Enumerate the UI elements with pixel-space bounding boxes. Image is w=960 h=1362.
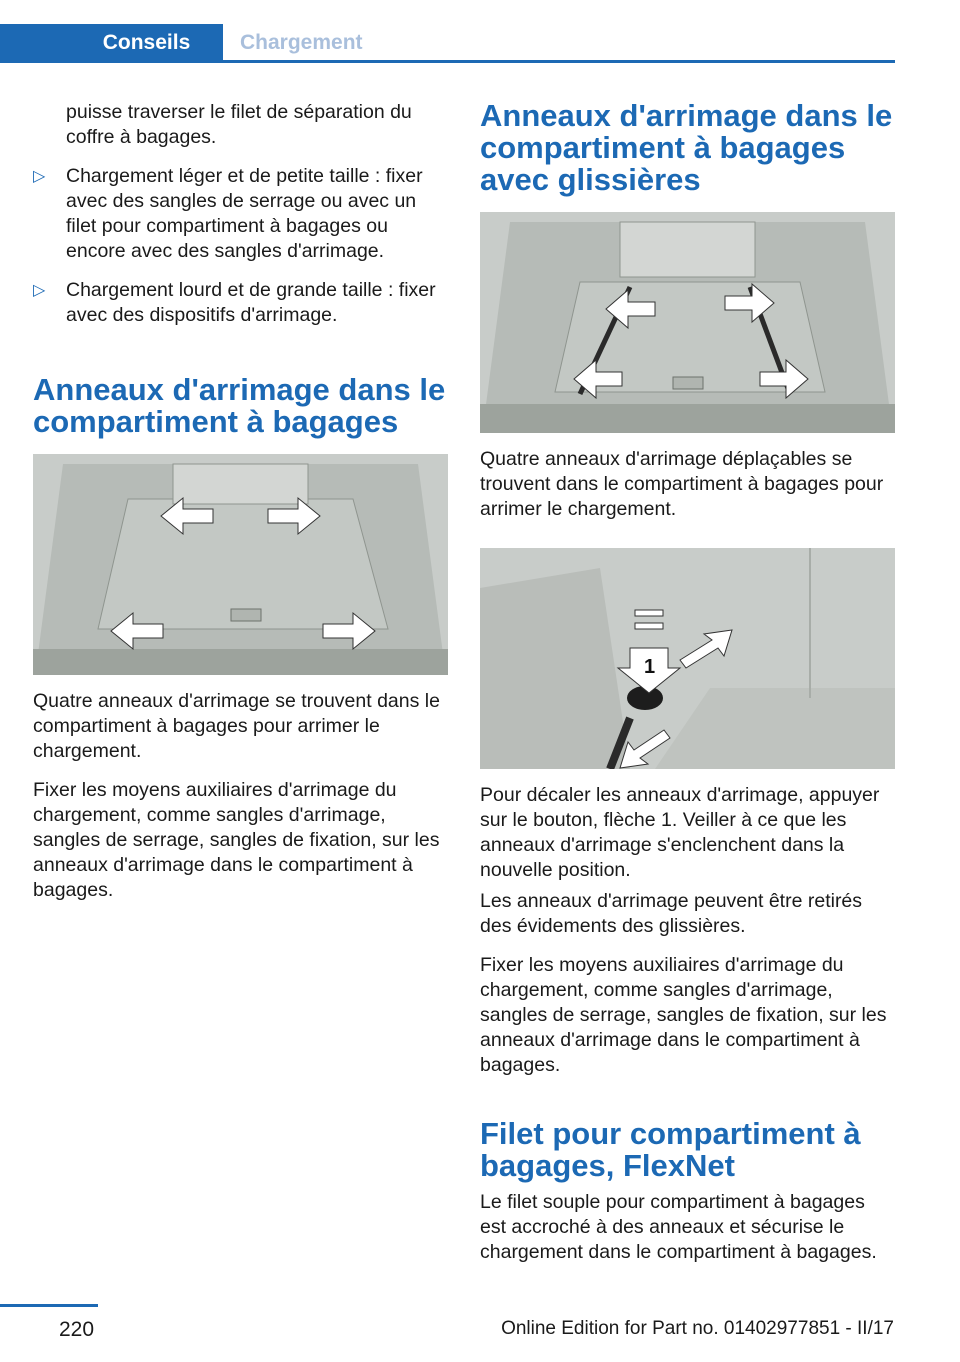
figure-callout-label: 1 [644, 656, 656, 678]
section-heading: Anneaux d'arrimage dans le compartiment à bagages avec glissières [480, 98, 893, 197]
section-heading: Filet pour compartiment à bagages, FlexNet [480, 1116, 861, 1183]
section-heading: Anneaux d'arrimage dans le compartiment à bagages [33, 372, 446, 439]
intro-text: puisse traverser le filet de séparation du coffre à bagages. [66, 101, 412, 148]
tab-chargement-label: Chargement [240, 30, 363, 54]
tab-conseils-label: Conseils [102, 30, 191, 54]
list-item-text: Chargement léger et de petite taille : fixer avec des sangles de serrage ou avec un filet pour compartiment à bagages ou encore avec des sangles d'arrimage. [66, 165, 423, 262]
right-column [480, 100, 895, 1265]
trunk-image [33, 454, 448, 675]
trunk-rails-image [480, 212, 895, 433]
left-column [33, 100, 448, 903]
edition-info: Online Edition for Part no. 01402977851 - II/17 [501, 1318, 894, 1339]
body-paragraph: Pour décaler les anneaux d'arrimage, appuyer sur le bouton, flèche 1. Veiller à ce que les anneaux d'arrimage s'enclenchent dans la nouvelle position. [480, 784, 880, 881]
footer-divider [0, 1304, 98, 1307]
body-paragraph: Fixer les moyens auxiliaires d'arrimage du chargement, comme sangles d'arrimage, sangles de serrage, sangles de fixation, sur les anneaux d'arrimage dans le compartiment à bagages. [480, 954, 887, 1076]
list-item [33, 278, 448, 328]
body-paragraph: Fixer les moyens auxiliaires d'arrimage du chargement, comme sangles d'arrimage, sangles de serrage, sangles de fixation, sur les anneaux d'arrimage dans le compartiment à bagages. [33, 779, 440, 901]
header-tabbar [0, 0, 895, 62]
tab-conseils[interactable] [0, 24, 223, 61]
list-item-text: Chargement lourd et de grande taille : fixer avec des dispositifs d'arrimage. [66, 279, 436, 326]
triangle-bullet-icon: ▷ [33, 168, 46, 185]
rail-detail-image [480, 548, 895, 769]
tab-chargement[interactable] [240, 24, 363, 61]
figure-caption: Quatre anneaux d'arrimage se trouvent dans le compartiment à bagages pour arrimer le chargement. [33, 690, 440, 762]
figure-caption: Quatre anneaux d'arrimage déplaçables se trouvent dans le compartiment à bagages pour arrimer le chargement. [480, 448, 884, 520]
page-number: 220 [59, 1318, 95, 1341]
header-divider [0, 60, 895, 63]
body-paragraph: Les anneaux d'arrimage peuvent être retirés des évidements des glissières. [480, 890, 863, 937]
list-item [33, 164, 448, 264]
triangle-bullet-icon: ▷ [33, 282, 46, 299]
body-paragraph: Le filet souple pour compartiment à bagages est accroché à des anneaux et sécurise le chargement dans le compartiment à bagages. [480, 1191, 877, 1263]
